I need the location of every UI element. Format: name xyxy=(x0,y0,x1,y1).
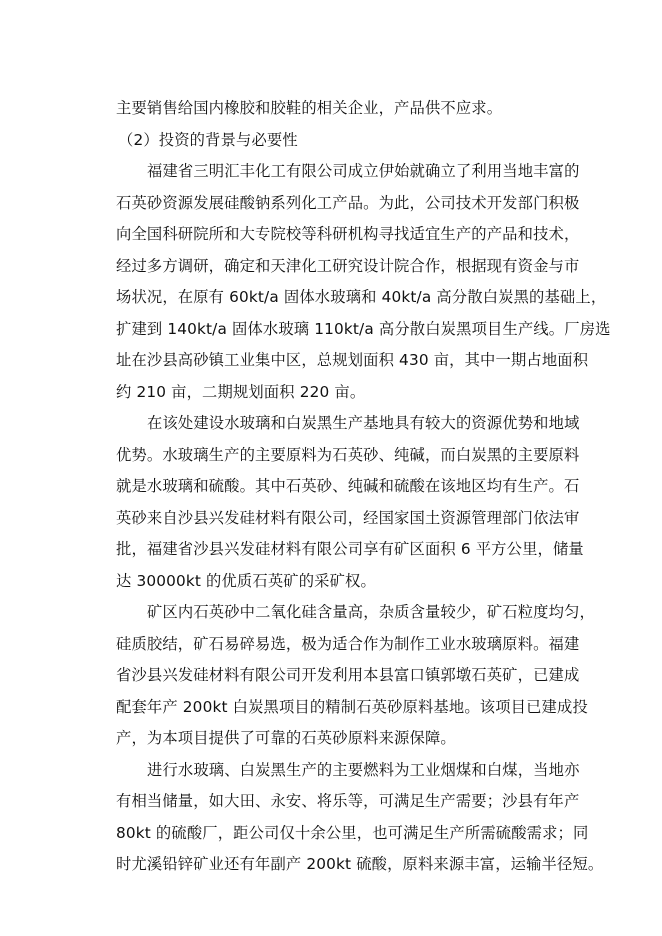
paragraph-line: 有相当储量，如大田、永安、将乐等，可满足生产需要；沙县有年产 xyxy=(116,792,580,810)
paragraph-line: 产，为本项目提供了可靠的石英砂原料来源保障。 xyxy=(116,729,456,747)
paragraph-line: 矿区内石英砂中二氧化硅含量高，杂质含量较少，矿石粒度均匀， xyxy=(147,603,595,621)
paragraph-line: 英砂来自沙县兴发硅材料有限公司，经国家国土资源管理部门依法审 xyxy=(116,508,580,527)
paragraph-line: 石英砂资源发展硅酸钠系列化工产品。为此，公司技术开发部门积极 xyxy=(116,193,580,212)
paragraph-line: 批，福建省沙县兴发硅材料有限公司享有矿区面积 6 平方公里，储量 xyxy=(116,540,584,558)
paragraph-line: 达 30000kt 的优质石英矿的采矿权。 xyxy=(116,571,376,590)
paragraph-line: 向全国科研院所和大专院校等科研机构寻找适宜生产的产品和技术， xyxy=(116,225,580,243)
body-text xyxy=(116,93,611,881)
paragraph-line: 进行水玻璃、白炭黑生产的主要燃料为工业烟煤和白煤，当地亦 xyxy=(147,760,580,779)
paragraph-line: 时尤溪铅锌矿业还有年副产 200kt 硫酸，原料来源丰富，运输半径短。 xyxy=(116,855,604,873)
paragraph-line: 约 210 亩，二期规划面积 220 亩。 xyxy=(116,382,366,401)
paragraph-line: 就是水玻璃和硫酸。其中石英砂、纯碱和硫酸在该地区均有生产。石 xyxy=(116,477,580,495)
paragraph-line: 80kt 的硫酸厂，距公司仅十余公里，也可满足生产所需硫酸需求；同 xyxy=(116,823,589,842)
paragraph-line: 省沙县兴发硅材料有限公司开发利用本县富口镇郭墩石英矿，已建成 xyxy=(116,666,580,684)
paragraph-line: 福建省三明汇丰化工有限公司成立伊始就确立了利用当地丰富的 xyxy=(147,162,580,180)
paragraph-line: 经过多方调研，确定和天津化工研究设计院合作，根据现有资金与市 xyxy=(116,256,580,275)
paragraph-line: 址在沙县高砂镇工业集中区，总规划面积 430 亩，其中一期占地面积 xyxy=(116,351,589,369)
paragraph-line: 在该处建设水玻璃和白炭黑生产基地具有较大的资源优势和地域 xyxy=(147,414,580,432)
paragraph-line: 主要销售给国内橡胶和胶鞋的相关企业，产品供不应求。 xyxy=(116,99,503,117)
paragraph-line: 扩建到 140kt/a 固体水玻璃 110kt/a 高分散白炭黑项目生产线。厂房选 xyxy=(116,319,611,338)
section-heading: （2）投资的背景与必要性 xyxy=(118,130,298,149)
paragraph-line: 优势。水玻璃生产的主要原料为石英砂、纯碱，而白炭黑的主要原料 xyxy=(116,445,580,464)
paragraph-line: 硅质胶结，矿石易碎易选，极为适合作为制作工业水玻璃原料。福建 xyxy=(116,634,580,653)
paragraph-line: 场状况，在原有 60kt/a 固体水玻璃和 40kt/a 高分散白炭黑的基础上， xyxy=(116,288,607,306)
paragraph-line: 配套年产 200kt 白炭黑项目的精制石英砂原料基地。该项目已建成投 xyxy=(116,697,588,716)
